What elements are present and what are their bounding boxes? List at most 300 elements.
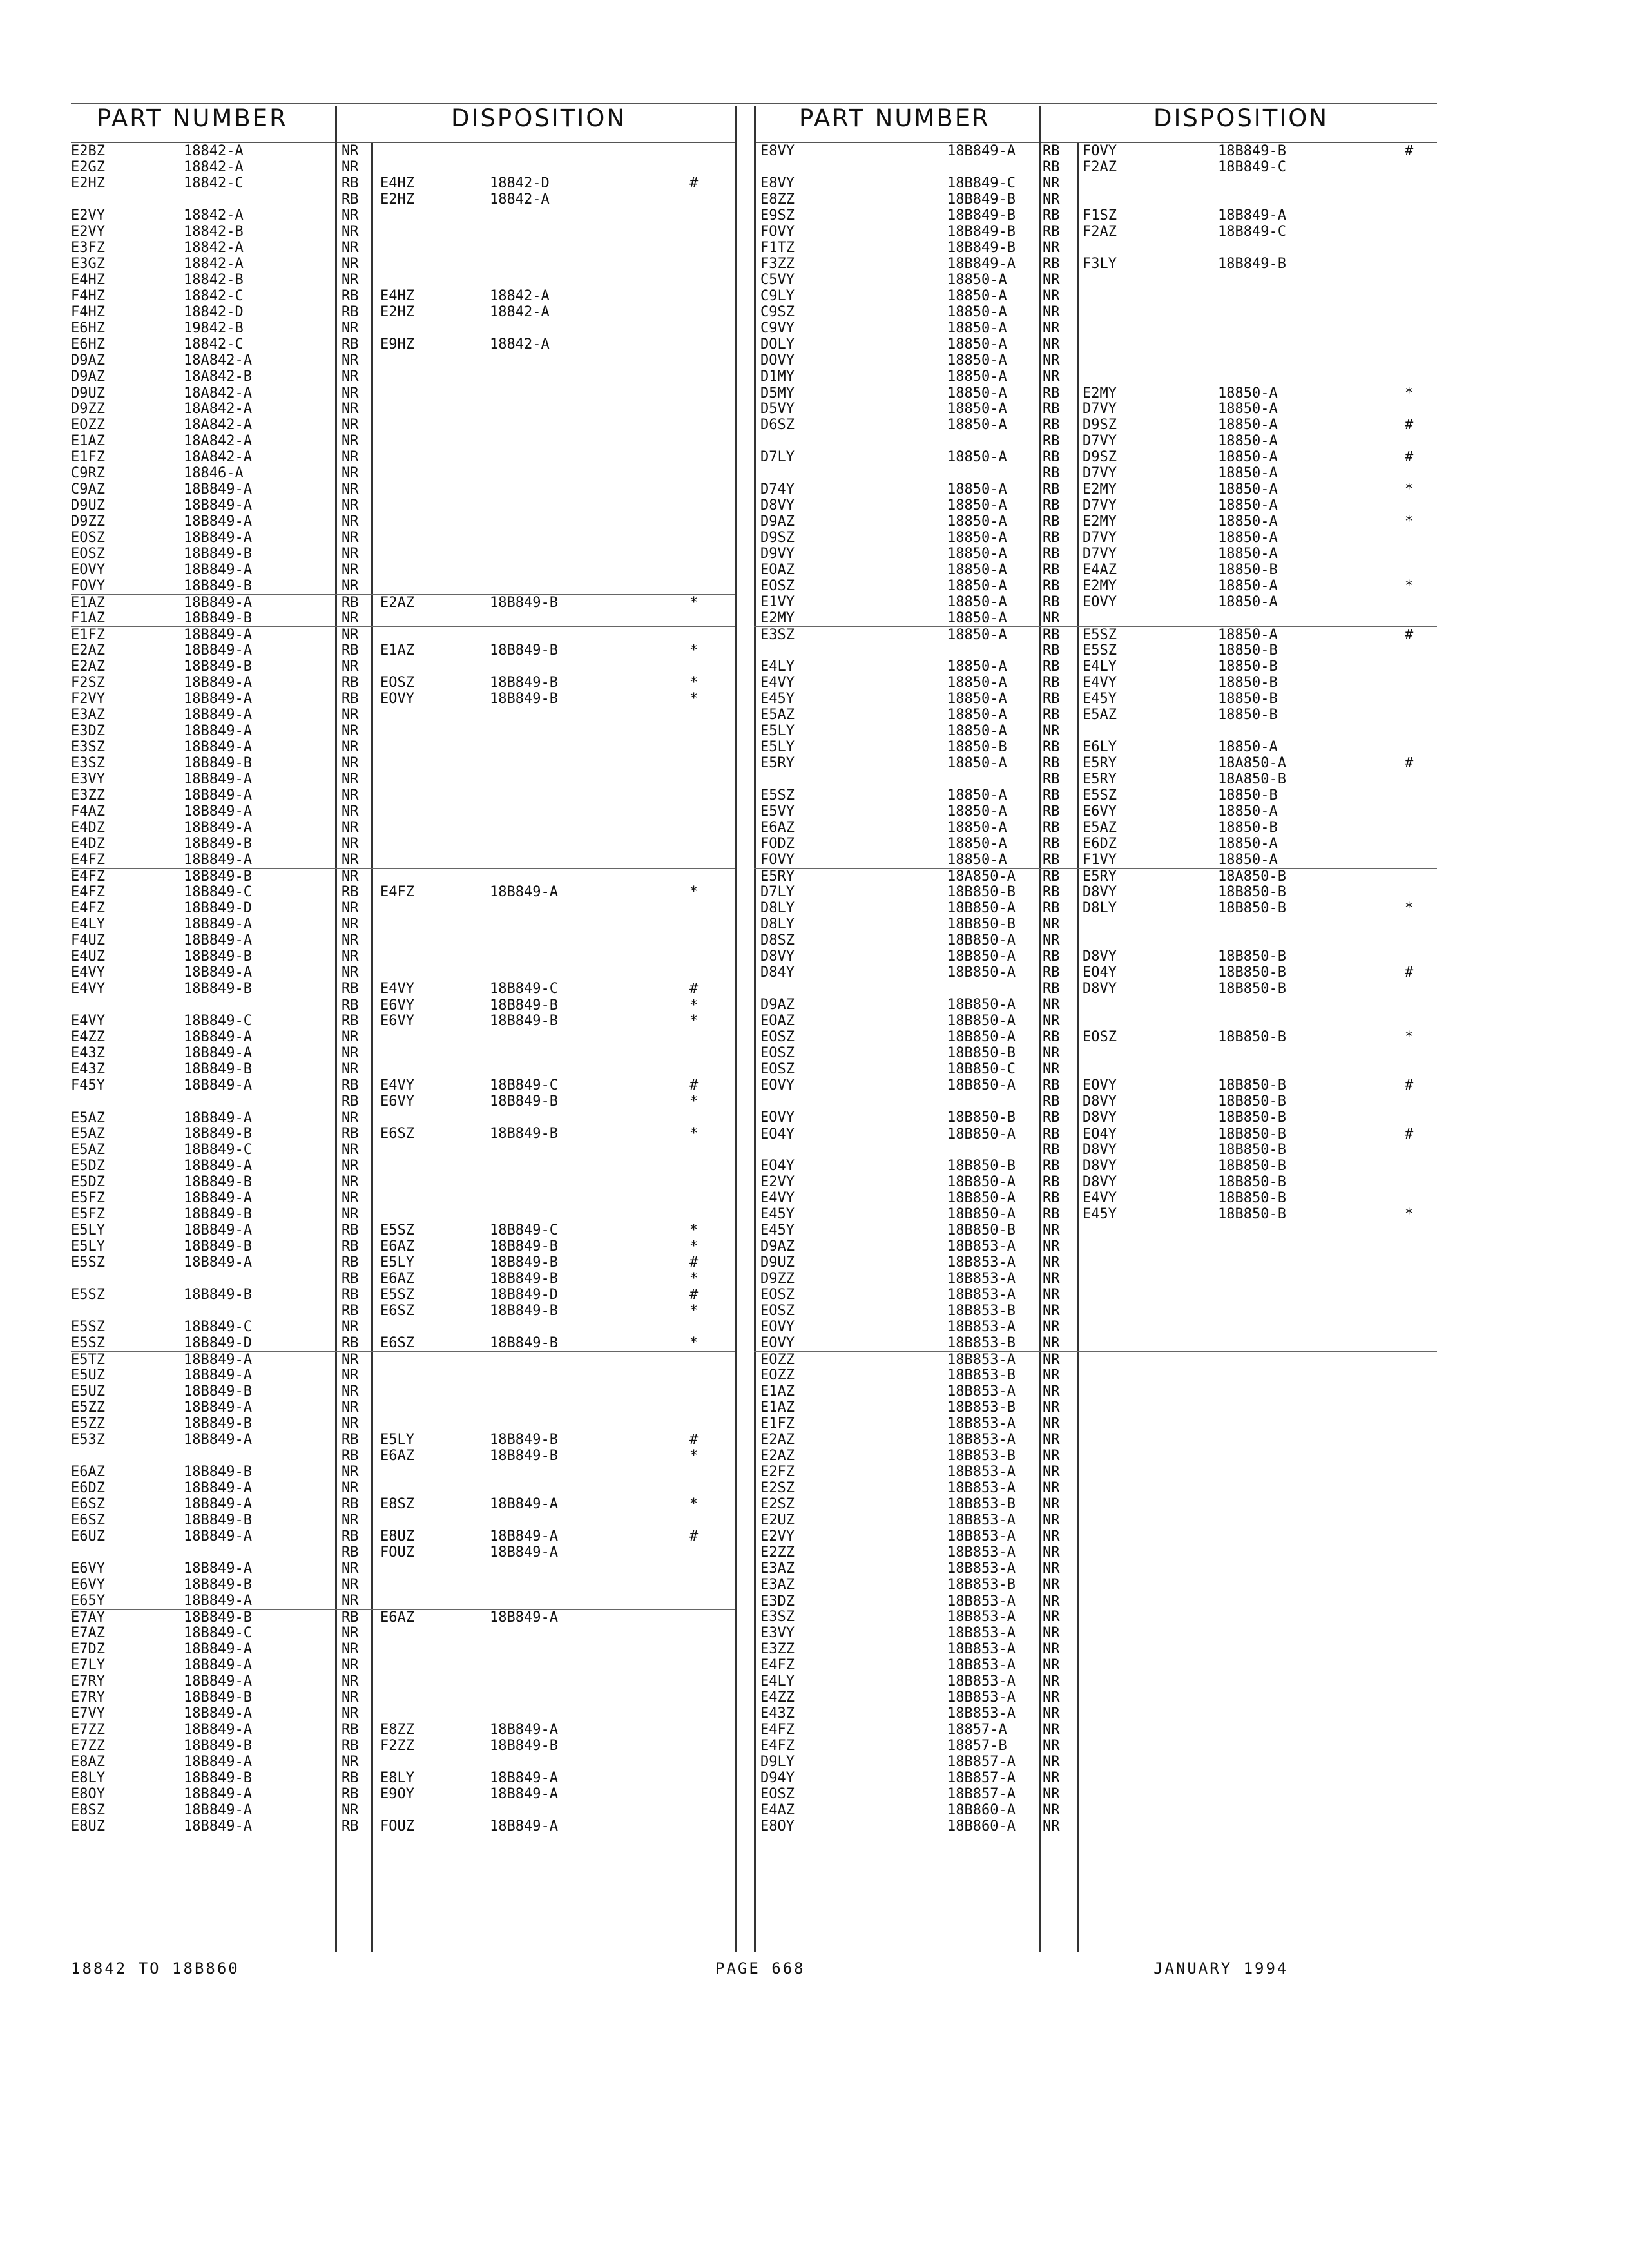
disposition-code: NR <box>342 562 359 578</box>
replacement-number: 18B850-B <box>1218 1206 1286 1222</box>
replacement-prefix: D8VY <box>1083 884 1117 900</box>
disposition-code: NR <box>342 1352 359 1368</box>
disposition-code: NR <box>342 1383 359 1399</box>
part-number: 18B853-A <box>947 1480 1016 1496</box>
table-row <box>754 707 1437 723</box>
replacement-number: 18B850-B <box>1218 965 1286 981</box>
table-row <box>71 1496 735 1512</box>
replacement-number: 18B849-A <box>490 1722 558 1738</box>
part-number: 18B849-A <box>184 1754 252 1770</box>
table-row <box>71 658 735 675</box>
part-prefix: EOSZ <box>760 1287 795 1303</box>
table-row <box>754 401 1437 417</box>
disposition-code: NR <box>1043 1528 1060 1544</box>
disposition-code: NR <box>1043 1689 1060 1706</box>
disposition-code: RB <box>1043 465 1060 481</box>
part-prefix: EOAZ <box>760 1013 795 1029</box>
table-row <box>754 1013 1437 1029</box>
table-row <box>754 304 1437 320</box>
replacement-prefix: F1SZ <box>1083 207 1117 224</box>
part-number: 18B850-B <box>947 1222 1016 1238</box>
part-number: 18850-A <box>947 820 1007 836</box>
table-row <box>71 1110 735 1126</box>
disposition-code: NR <box>342 433 359 449</box>
replacement-prefix: E5SZ <box>1083 787 1117 803</box>
part-prefix: D9AZ <box>760 514 795 530</box>
table-row <box>71 288 735 304</box>
disposition-code: RB <box>342 1238 359 1254</box>
left-parts-table <box>71 143 735 1952</box>
replacement-prefix: E6LY <box>1083 739 1117 755</box>
table-row <box>754 240 1437 256</box>
disposition-code: RB <box>1043 691 1060 707</box>
part-prefix: E2UZ <box>760 1512 795 1528</box>
part-prefix: F2VY <box>71 691 105 707</box>
part-number: 18B849-A <box>184 1496 252 1512</box>
disposition-code: NR <box>1043 1319 1060 1335</box>
disposition-code: RB <box>342 884 359 900</box>
part-prefix: E6HZ <box>71 336 105 352</box>
part-number: 18B849-A <box>184 1786 252 1802</box>
part-prefix: F2SZ <box>71 675 105 691</box>
part-prefix: D9ZZ <box>71 401 105 417</box>
replacement-number: 18850-A <box>1218 514 1278 530</box>
part-prefix: D9AZ <box>760 997 795 1013</box>
part-prefix: E5RY <box>760 869 795 885</box>
table-row <box>754 1432 1437 1448</box>
part-number: 18B849-B <box>184 1689 252 1706</box>
part-number: 18B849-A <box>184 642 252 658</box>
replacement-number: 18B849-B <box>1218 143 1286 159</box>
disposition-code: RB <box>1043 224 1060 240</box>
replacement-number: 18B849-B <box>490 1238 558 1254</box>
replacement-number: 18B849-B <box>490 595 558 611</box>
part-number: 18B853-A <box>947 1464 1016 1480</box>
table-row <box>71 1464 735 1480</box>
part-prefix: E9SZ <box>760 207 795 224</box>
disposition-code: RB <box>342 1770 359 1786</box>
footer-range: 18842 TO 18B860 <box>71 1959 240 1977</box>
part-number: 18B853-A <box>947 1641 1016 1657</box>
part-number: 18B849-A <box>947 256 1016 272</box>
replacement-prefix: F2ZZ <box>380 1738 414 1754</box>
disposition-code: RB <box>1043 594 1060 610</box>
part-number: 18850-A <box>947 497 1007 514</box>
part-number: 18B849-A <box>184 916 252 932</box>
replacement-number: 18B849-A <box>490 1818 558 1834</box>
table-row <box>71 1271 735 1287</box>
table-row <box>71 1029 735 1045</box>
part-prefix: EOVY <box>71 562 105 578</box>
table-row <box>754 1190 1437 1206</box>
table-row <box>71 1303 735 1319</box>
replacement-prefix: D9SZ <box>1083 417 1117 433</box>
part-number: 18B849-A <box>184 1561 252 1577</box>
replacement-number: 18B849-A <box>490 1770 558 1786</box>
disposition-code: NR <box>1043 1706 1060 1722</box>
part-prefix: E7DZ <box>71 1641 105 1657</box>
disposition-code: NR <box>342 739 359 755</box>
disposition-code: NR <box>1043 932 1060 948</box>
table-row <box>71 143 735 159</box>
disposition-code: NR <box>342 1657 359 1673</box>
disposition-code: NR <box>342 1190 359 1206</box>
replacement-number: 18850-B <box>1218 642 1278 658</box>
part-number: 18A842-A <box>184 401 252 417</box>
part-number: 18B849-A <box>184 1818 252 1834</box>
part-number: 18B853-B <box>947 1577 1016 1593</box>
part-prefix: E7AY <box>71 1610 105 1626</box>
part-number: 18B849-B <box>184 948 252 965</box>
part-number: 18B853-A <box>947 1593 1016 1610</box>
disposition-code: RB <box>1043 771 1060 787</box>
table-row <box>754 1673 1437 1689</box>
table-row <box>71 675 735 691</box>
part-prefix: E5AZ <box>760 707 795 723</box>
replacement-number: 18842-A <box>490 304 550 320</box>
disposition-code: RB <box>1043 562 1060 578</box>
disposition-code: RB <box>342 1544 359 1561</box>
replacement-prefix: E5SZ <box>1083 627 1117 643</box>
disposition-code: RB <box>342 1222 359 1238</box>
part-number: 18B860-A <box>947 1802 1016 1818</box>
replacement-prefix: E6DZ <box>1083 836 1117 852</box>
part-prefix: D9ZZ <box>760 1271 795 1287</box>
disposition-code: NR <box>342 610 359 626</box>
disposition-code: NR <box>1043 1448 1060 1464</box>
disposition-code: RB <box>342 336 359 352</box>
part-number: 18B853-A <box>947 1416 1016 1432</box>
table-row <box>754 1706 1437 1722</box>
replacement-prefix: EOSZ <box>1083 1029 1117 1045</box>
disposition-code: NR <box>1043 1641 1060 1657</box>
disposition-code: NR <box>1043 1045 1060 1061</box>
disposition-code: RB <box>1043 433 1060 449</box>
part-number: 18B849-A <box>184 1029 252 1045</box>
part-prefix: D8LY <box>760 916 795 932</box>
disposition-code: RB <box>1043 658 1060 675</box>
part-prefix: D9SZ <box>760 530 795 546</box>
disposition-code: RB <box>1043 143 1060 159</box>
table-row <box>754 1496 1437 1512</box>
replacement-number: 18850-B <box>1218 787 1278 803</box>
table-row <box>754 1303 1437 1319</box>
disposition-mark: * <box>689 997 699 1014</box>
table-row <box>71 1544 735 1561</box>
disposition-mark: * <box>1405 1029 1414 1045</box>
part-number: 18850-A <box>947 787 1007 803</box>
table-row <box>71 530 735 546</box>
table-row <box>71 1448 735 1464</box>
part-number: 18B849-C <box>947 175 1016 191</box>
part-prefix: E5VY <box>760 803 795 820</box>
part-prefix: E4FZ <box>760 1657 795 1673</box>
table-row <box>754 868 1437 885</box>
part-number: 18B849-A <box>184 852 252 868</box>
table-row <box>71 369 735 385</box>
replacement-prefix: D7VY <box>1083 497 1117 514</box>
table-row <box>71 1738 735 1754</box>
disposition-code: NR <box>342 627 359 643</box>
part-prefix: E2VY <box>71 207 105 224</box>
part-prefix: F4HZ <box>71 304 105 320</box>
disposition-code: NR <box>342 755 359 771</box>
disposition-code: NR <box>342 207 359 224</box>
part-prefix: E6VY <box>71 1577 105 1593</box>
replacement-number: 18B849-B <box>490 1093 558 1110</box>
table-row <box>754 1383 1437 1399</box>
replacement-prefix: E4VY <box>380 981 414 997</box>
part-prefix: E5RY <box>760 755 795 771</box>
table-row <box>754 1802 1437 1818</box>
replacement-number: 18B849-A <box>490 1544 558 1561</box>
part-number: 18B850-A <box>947 1206 1016 1222</box>
table-row <box>754 771 1437 787</box>
table-row <box>754 1254 1437 1271</box>
disposition-code: NR <box>342 852 359 868</box>
disposition-code: RB <box>1043 981 1060 997</box>
disposition-code: NR <box>342 1464 359 1480</box>
replacement-prefix: E6SZ <box>380 1303 414 1319</box>
table-row <box>71 1673 735 1689</box>
replacement-number: 18A850-A <box>1218 755 1286 771</box>
table-row <box>71 997 735 1014</box>
disposition-mark: # <box>689 175 699 191</box>
disposition-code: RB <box>1043 417 1060 433</box>
table-row <box>71 1061 735 1077</box>
part-number: 18B853-A <box>947 1238 1016 1254</box>
part-prefix: E2VY <box>760 1174 795 1190</box>
part-number: 18B850-A <box>947 1126 1016 1142</box>
replacement-number: 18B850-B <box>1218 1029 1286 1045</box>
replacement-number: 18850-A <box>1218 578 1278 594</box>
part-prefix: E5UZ <box>71 1367 105 1383</box>
part-prefix: E43Z <box>760 1706 795 1722</box>
part-prefix: E5SZ <box>71 1335 105 1351</box>
disposition-code: RB <box>1043 1174 1060 1190</box>
disposition-code: NR <box>342 385 359 401</box>
disposition-mark: # <box>689 1432 699 1448</box>
part-number: 18B849-D <box>184 1335 252 1351</box>
disposition-code: NR <box>1043 352 1060 369</box>
table-row <box>754 1561 1437 1577</box>
table-row <box>754 787 1437 803</box>
disposition-code: NR <box>342 1689 359 1706</box>
replacement-number: 18850-B <box>1218 675 1278 691</box>
replacement-number: 18B849-C <box>490 1222 558 1238</box>
part-prefix: D9UZ <box>760 1254 795 1271</box>
part-number: 18B853-A <box>947 1673 1016 1689</box>
replacement-prefix: E8UZ <box>380 1528 414 1544</box>
replacement-number: 18B849-B <box>490 642 558 658</box>
disposition-code: NR <box>1043 272 1060 288</box>
table-row <box>754 820 1437 836</box>
disposition-code: RB <box>1043 1158 1060 1174</box>
disposition-mark: # <box>1405 755 1414 771</box>
disposition-code: RB <box>342 1335 359 1351</box>
part-prefix: E8SZ <box>71 1802 105 1818</box>
part-prefix: E7LY <box>71 1657 105 1673</box>
disposition-mark: * <box>1405 385 1414 401</box>
replacement-prefix: E4HZ <box>380 288 414 304</box>
disposition-code: NR <box>1043 1754 1060 1770</box>
part-number: 18B849-A <box>184 965 252 981</box>
disposition-code: NR <box>342 1593 359 1609</box>
replacement-prefix: EO4Y <box>1083 965 1117 981</box>
disposition-code: NR <box>1043 1738 1060 1754</box>
replacement-prefix: D8VY <box>1083 1093 1117 1110</box>
disposition-code: NR <box>342 1174 359 1190</box>
part-prefix: E6AZ <box>760 820 795 836</box>
disposition-mark: * <box>1405 578 1414 594</box>
table-row <box>71 1786 735 1802</box>
part-prefix: D74Y <box>760 481 795 497</box>
part-number: 18B849-B <box>184 578 252 594</box>
table-row <box>754 449 1437 465</box>
disposition-code: RB <box>1043 739 1060 755</box>
disposition-mark: * <box>689 1271 699 1287</box>
replacement-number: 18850-A <box>1218 546 1278 562</box>
table-row <box>754 1577 1437 1593</box>
part-number: 18A842-A <box>184 352 252 369</box>
disposition-mark: * <box>1405 514 1414 530</box>
footer-page: PAGE 668 <box>715 1959 805 1977</box>
part-number: 18B849-A <box>184 530 252 546</box>
disposition-code: RB <box>342 1818 359 1834</box>
part-number: 18B853-A <box>947 1609 1016 1625</box>
table-row <box>71 465 735 481</box>
table-row <box>71 497 735 514</box>
disposition-code: NR <box>1043 1496 1060 1512</box>
part-number: 18A850-A <box>947 869 1016 885</box>
table-row <box>754 1528 1437 1544</box>
disposition-code: NR <box>1043 320 1060 336</box>
replacement-number: 18B850-B <box>1218 1174 1286 1190</box>
part-prefix: E3SZ <box>71 755 105 771</box>
part-prefix: E4LY <box>71 916 105 932</box>
disposition-code: NR <box>1043 336 1060 352</box>
part-prefix: E8OY <box>71 1786 105 1802</box>
table-row <box>71 256 735 272</box>
part-prefix: E3SZ <box>760 1609 795 1625</box>
disposition-code: NR <box>342 948 359 965</box>
table-row <box>71 385 735 401</box>
replacement-number: 18B849-C <box>1218 159 1286 175</box>
table-row <box>71 1802 735 1818</box>
replacement-number: 18842-A <box>490 336 550 352</box>
disposition-code: NR <box>1043 1399 1060 1416</box>
disposition-code: NR <box>342 1319 359 1335</box>
disposition-code: NR <box>342 1110 359 1126</box>
part-number: 18B849-A <box>184 787 252 803</box>
table-row <box>71 1561 735 1577</box>
part-number: 18B849-A <box>184 932 252 948</box>
replacement-number: 18850-A <box>1218 852 1278 868</box>
table-row <box>754 1158 1437 1174</box>
part-number: 18B853-A <box>947 1271 1016 1287</box>
part-prefix: E3SZ <box>71 739 105 755</box>
part-number: 18850-A <box>947 320 1007 336</box>
table-row <box>71 336 735 352</box>
part-prefix: E2AZ <box>71 658 105 675</box>
part-number: 18B849-B <box>184 1206 252 1222</box>
replacement-prefix: E5SZ <box>380 1222 414 1238</box>
part-number: 18B849-B <box>947 207 1016 224</box>
part-number: 18A842-A <box>184 449 252 465</box>
part-number: 18B849-B <box>184 1738 252 1754</box>
part-number: 18850-A <box>947 852 1007 868</box>
disposition-code: RB <box>342 1287 359 1303</box>
disposition-code: RB <box>342 1126 359 1142</box>
part-prefix: EOSZ <box>760 578 795 594</box>
disposition-mark: * <box>689 1448 699 1464</box>
replacement-number: 18850-A <box>1218 627 1278 643</box>
table-row <box>754 916 1437 932</box>
part-number: 18B849-A <box>947 143 1016 159</box>
disposition-code: RB <box>342 1013 359 1029</box>
part-prefix: E2FZ <box>760 1464 795 1480</box>
table-row <box>71 352 735 369</box>
part-prefix: FOVY <box>71 578 105 594</box>
part-prefix: E5FZ <box>71 1190 105 1206</box>
table-row <box>754 256 1437 272</box>
right-parts-table <box>754 143 1437 1952</box>
disposition-mark: # <box>689 1077 699 1093</box>
part-prefix: DOLY <box>760 336 795 352</box>
table-row <box>754 1689 1437 1706</box>
part-prefix: E3AZ <box>760 1561 795 1577</box>
part-prefix: E2SZ <box>760 1480 795 1496</box>
disposition-code: NR <box>1043 1335 1060 1351</box>
disposition-code: NR <box>342 1416 359 1432</box>
part-number: 18B850-A <box>947 932 1016 948</box>
disposition-code: RB <box>1043 1206 1060 1222</box>
replacement-prefix: E4VY <box>380 1077 414 1093</box>
part-prefix: E8AZ <box>71 1754 105 1770</box>
replacement-number: 18842-A <box>490 191 550 207</box>
table-row <box>754 1029 1437 1045</box>
table-row <box>71 1158 735 1174</box>
disposition-mark: # <box>1405 1126 1414 1142</box>
part-number: 18842-C <box>184 336 244 352</box>
table-row <box>71 1625 735 1641</box>
disposition-code: RB <box>1043 449 1060 465</box>
disposition-code: NR <box>342 1577 359 1593</box>
replacement-prefix: D8VY <box>1083 1142 1117 1158</box>
disposition-code: NR <box>342 546 359 562</box>
replacement-prefix: E2HZ <box>380 191 414 207</box>
disposition-code: RB <box>1043 884 1060 900</box>
part-number: 18850-A <box>947 530 1007 546</box>
disposition-code: RB <box>1043 207 1060 224</box>
disposition-code: NR <box>1043 1770 1060 1786</box>
replacement-prefix: D7VY <box>1083 433 1117 449</box>
disposition-code: NR <box>342 481 359 497</box>
table-row <box>754 1238 1437 1254</box>
part-number: 18850-A <box>947 594 1007 610</box>
part-prefix: F4AZ <box>71 803 105 820</box>
part-number: 18B849-B <box>184 1174 252 1190</box>
disposition-code: NR <box>342 1641 359 1657</box>
table-row <box>71 594 735 611</box>
part-number: 18B853-A <box>947 1383 1016 1399</box>
replacement-prefix: E45Y <box>1083 691 1117 707</box>
replacement-prefix: E4AZ <box>1083 562 1117 578</box>
disposition-code: NR <box>1043 1561 1060 1577</box>
replacement-number: 18850-A <box>1218 465 1278 481</box>
part-prefix: E4FZ <box>71 900 105 916</box>
replacement-prefix: E6SZ <box>380 1335 414 1351</box>
